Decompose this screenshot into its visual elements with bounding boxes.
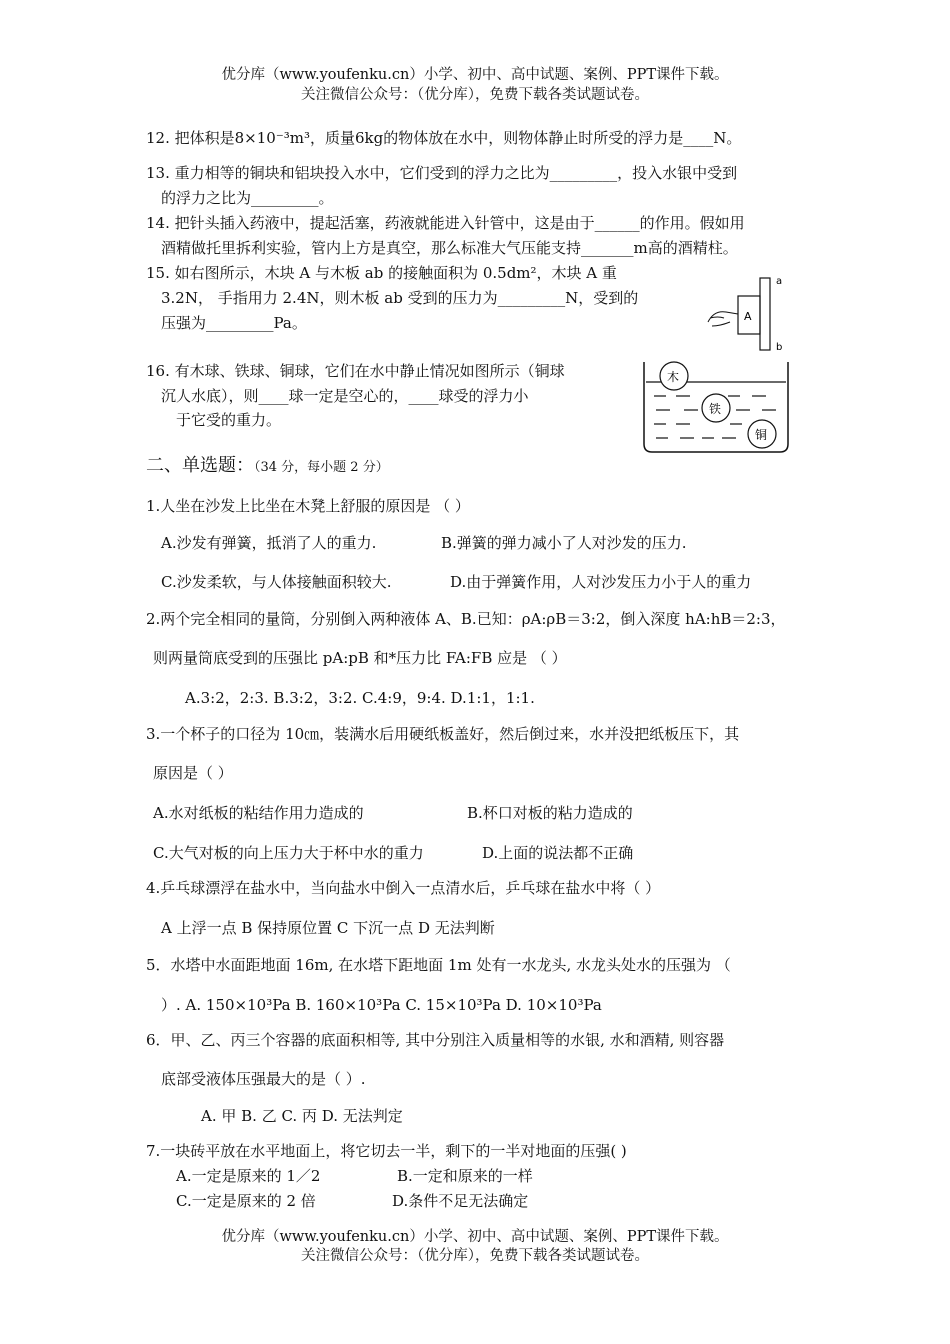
wood-ball-label: 木 <box>667 370 680 384</box>
mc-q1-option-d: D.由于弹簧作用，人对沙发压力小于人的重力 <box>450 573 752 591</box>
question-15-line1: 15. 如右图所示，木块 A 与木板 ab 的接触面积为 0.5dm²，木块 A 重 <box>146 264 617 282</box>
mc-q6-options: A. 甲 B. 乙 C. 丙 D. 无法判定 <box>201 1107 403 1125</box>
question-16-line3: 于它受的重力。 <box>176 411 282 429</box>
copper-ball-label: 铜 <box>755 428 768 442</box>
question-13-line1: 13. 重力相等的铜块和铝块投入水中，它们受到的浮力之比为_________，投入水银中受到 <box>146 164 738 182</box>
mc-q7-option-d: D.条件不足无法确定 <box>392 1192 529 1210</box>
page-header-line1: 优分库（www.youfenku.cn）小学、初中、高中试题、案例、PPT课件下载。 <box>221 67 729 83</box>
figure-16-water-container <box>640 358 795 458</box>
question-12: 12. 把体积是8×10⁻³m³，质量6kg的物体放在水中，则物体静止时所受的浮力是____N。 <box>146 129 742 147</box>
mc-q7-option-c: C.一定是原来的 2 倍 <box>176 1192 316 1210</box>
section-2-heading: 二、单选题： <box>146 455 254 476</box>
finger-icon <box>708 312 738 326</box>
mc-question-3-line2: 原因是（ ） <box>153 764 233 782</box>
mc-question-6-line2: 底部受液体压强最大的是（ ）. <box>161 1070 366 1088</box>
mc-q1-option-b: B.弹簧的弹力减小了人对沙发的压力. <box>441 534 687 552</box>
mc-q1-option-a: A.沙发有弹簧，抵消了人的重力. <box>161 534 377 552</box>
mc-q2-options: A.3:2，2:3. B.3:2，3:2. C.4:9，9:4. D.1:1，1:1. <box>185 689 535 707</box>
mc-q3-option-c: C.大气对板的向上压力大于杯中水的重力 <box>153 844 424 862</box>
mc-q3-option-d: D.上面的说法都不正确 <box>482 844 634 862</box>
mc-q4-options: A 上浮一点 B 保持原位置 C 下沉一点 D 无法判断 <box>161 919 495 937</box>
question-14-line1: 14. 把针头插入药液中，提起活塞，药液就能进入针管中，这是由于______的作用。假如用 <box>146 214 745 232</box>
mc-question-5: 5．水塔中水面距地面 16m, 在水塔下距地面 1m 处有一水龙头, 水龙头处水的压强为 （ <box>146 956 731 974</box>
mc-question-4: 4.乒乓球漂浮在盐水中，当向盐水中倒入一点清水后，乒乓球在盐水中将（ ） <box>146 879 661 897</box>
section-2-title <box>146 456 389 478</box>
iron-ball-label: 铁 <box>709 402 722 416</box>
mc-q5-options: ）. A. 150×10³Pa B. 160×10³Pa C. 15×10³Pa D. 10×10³Pa <box>161 996 602 1014</box>
mc-q7-option-a: A.一定是原来的 1／2 <box>176 1167 321 1185</box>
page-header-line2: 关注微信公众号：（优分库），免费下载各类试题试卷。 <box>301 87 649 103</box>
question-14-line2: 酒精做托里拆利实验，管内上方是真空，那么标准大气压能支持_______m高的酒精柱。 <box>161 239 738 257</box>
board-ab <box>760 278 770 350</box>
block-a-label: A <box>744 310 752 323</box>
mc-question-2-line1: 2.两个完全相同的量筒，分别倒入两种液体 A、B.已知：ρA:ρB＝3:2，倒入深度 hA:hB＝2:3， <box>146 610 786 628</box>
mc-q3-option-b: B.杯口对板的粘力造成的 <box>467 804 633 822</box>
question-16-line1: 16. 有木球、铁球、铜球，它们在水中静止情况如图所示（铜球 <box>146 362 565 380</box>
mc-question-2-line2: 则两量筒底受到的压强比 pA:pB 和*压力比 FA:FB 应是 （ ） <box>153 649 567 667</box>
mc-question-7: 7.一块砖平放在水平地面上，将它切去一半，剩下的一半对地面的压强( ) <box>146 1142 627 1160</box>
mc-question-3-line1: 3.一个杯子的口径为 10㎝，装满水后用硬纸板盖好，然后倒过来，水并没把纸板压下，其 <box>146 725 740 743</box>
question-15-line2: 3.2N， 手指用力 2.4N，则木板 ab 受到的压力为_________N，受到的 <box>161 289 639 307</box>
mc-q1-option-c: C.沙发柔软，与人体接触面积较大. <box>161 573 392 591</box>
question-15-line3: 压强为_________Pa。 <box>161 314 307 332</box>
mc-q7-option-b: B.一定和原来的一样 <box>397 1167 533 1185</box>
label-b: b <box>776 342 783 353</box>
label-a: a <box>776 276 783 287</box>
mc-question-1: 1.人坐在沙发上比坐在木凳上舒服的原因是 （ ） <box>146 497 470 515</box>
page-footer-line2: 关注微信公众号：（优分库），免费下载各类试题试卷。 <box>301 1248 649 1264</box>
question-16-line2: 沉人水底），则____球一定是空心的，____球受的浮力小 <box>161 387 529 405</box>
section-2-note: （34 分，每小题 2 分） <box>254 460 389 475</box>
mc-q3-option-a: A.水对纸板的粘结作用力造成的 <box>153 804 364 822</box>
question-13-line2: 的浮力之比为_________。 <box>161 189 334 207</box>
figure-15-block-board <box>700 272 790 362</box>
page-footer-line1: 优分库（www.youfenku.cn）小学、初中、高中试题、案例、PPT课件下载。 <box>221 1229 729 1245</box>
mc-question-6-line1: 6．甲、乙、丙三个容器的底面积相等, 其中分别注入质量相等的水银, 水和酒精, 则容器 <box>146 1031 725 1049</box>
